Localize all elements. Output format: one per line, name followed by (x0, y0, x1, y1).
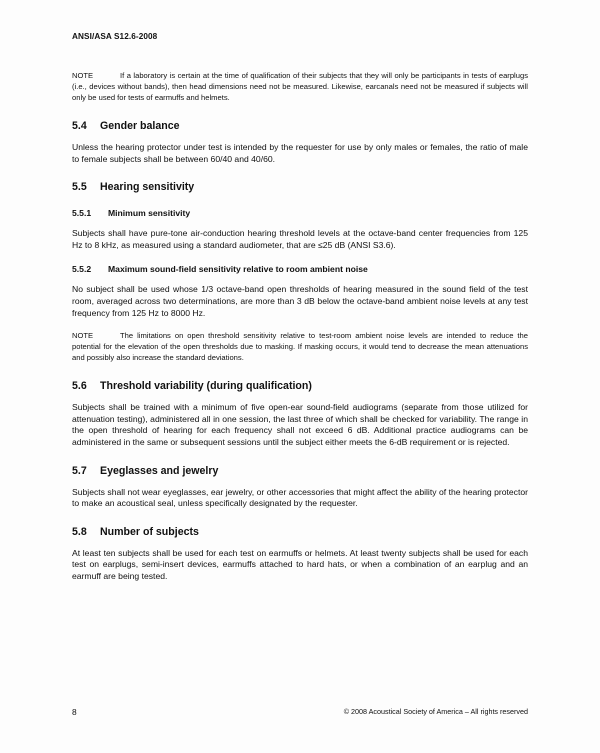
note-2-text: The limitations on open threshold sensitivity relative to test-room ambient noise levels are intended to reduce the potential for the elevation of the open thresholds due to masking. If masking occurs, it would tend to decrease the mean attenuations and possibly also increase the standard deviations. (72, 331, 528, 363)
running-header: ANSI/ASA S12.6-2008 (72, 32, 158, 41)
section-5-5-1-heading (72, 208, 528, 218)
note-2-label: NOTE (72, 331, 94, 341)
section-5-7-number: 5.7 (72, 464, 87, 477)
section-5-8-title: Number of subjects (100, 525, 199, 538)
note-1 (72, 70, 528, 103)
note-1-label: NOTE (72, 71, 94, 80)
section-5-7-title: Eyeglasses and jewelry (100, 464, 219, 477)
section-5-5-2-paragraph: No subject shall be used whose 1/3 octave-band open thresholds of hearing measured in the sound field of the test room, averaged across two determinations, are more than 3 dB below the octave-band ambient noise levels at any test frequency from 125 Hz to 8000 Hz. (72, 284, 528, 318)
section-5-8-number: 5.8 (72, 525, 87, 538)
section-5-7-paragraph: Subjects shall not wear eyeglasses, ear jewelry, or other accessories that might affect the ability of the hearing protector to make an acoustical seal, unless specifically designated by the requester. (72, 486, 528, 509)
copyright-notice: © 2008 Acoustical Society of America – All rights reserved (343, 707, 528, 716)
section-5-4-heading (72, 120, 528, 132)
note-1-text: If a laboratory is certain at the time of qualification of their subjects that they will only be participants in tests of earplugs (i.e., devices without bands), then head dimensions need not be measured. Likewise, earcanals need not be measured if subjects will only be used for tests of earmuffs and helmets. (72, 71, 528, 102)
section-5-4-title: Gender balance (100, 120, 180, 132)
section-5-7-heading (72, 465, 528, 477)
section-5-5-1-number: 5.5.1 (72, 208, 92, 219)
section-5-6-paragraph: Subjects shall be trained with a minimum of five open-ear sound-field audiograms (separate from those utilized for attenuation testing), administered all in one session, the last three of which shall be checked for variability. The range in the open threshold of hearing for each frequency shall not exceed 6 dB. Additional practice audiograms can be administered in the same or subsequent sessions until the subject either meets the 6-dB requirement or is rejected. (72, 402, 528, 447)
section-5-8-paragraph: At least ten subjects shall be used for each test on earmuffs or helmets. At least twenty subjects shall be used for each test on earplugs, semi-insert devices, earmuffs attached to hard hats, or when a combination of an earplug and an earmuff are being tested. (72, 547, 528, 581)
section-5-5-2-number: 5.5.2 (72, 264, 92, 275)
section-5-6-number: 5.6 (72, 380, 87, 393)
section-5-5-number: 5.5 (72, 181, 87, 194)
section-5-8-heading (72, 526, 528, 538)
section-5-6-heading (72, 380, 528, 392)
page-number: 8 (72, 707, 77, 717)
note-2 (72, 330, 528, 363)
section-5-5-heading (72, 181, 528, 193)
page-content (72, 70, 528, 583)
section-5-6-title: Threshold variability (during qualification) (100, 380, 312, 393)
section-5-5-2-heading (72, 264, 528, 274)
section-5-5-2-title: Maximum sound-field sensitivity relative to room ambient noise (108, 264, 368, 275)
section-5-5-1-title: Minimum sensitivity (108, 208, 191, 219)
section-5-5-1-paragraph: Subjects shall have pure-tone air-conduction hearing threshold levels at the octave-band center frequencies from 125 Hz to 8 kHz, as measured using a standard audiometer, that are ≤25 dB (ANSI S3.6). (72, 228, 528, 250)
section-5-4-paragraph: Unless the hearing protector under test is intended by the requester for use by only males or females, the ratio of male to female subjects shall be between 60/40 and 40/60. (72, 142, 528, 164)
section-5-4-number: 5.4 (72, 120, 87, 132)
section-5-5-title: Hearing sensitivity (100, 181, 195, 194)
